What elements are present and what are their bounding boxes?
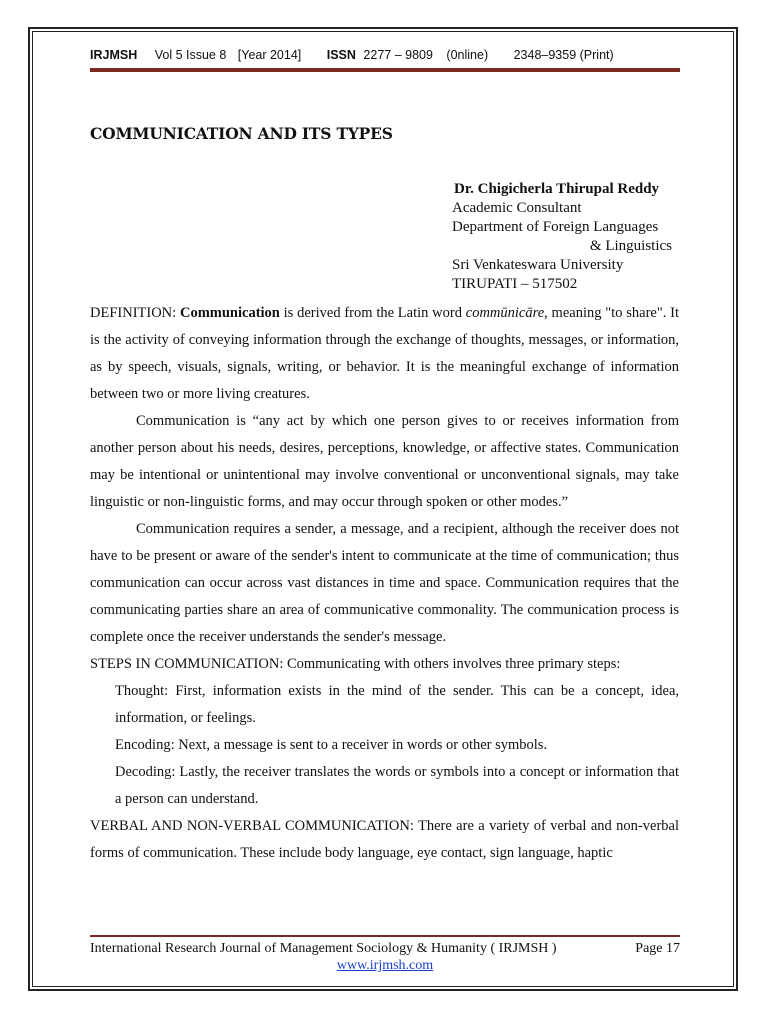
online-label: (0nline) (446, 48, 489, 62)
footer-journal: International Research Journal of Management Sociology & Humanity ( IRJMSH ) (90, 941, 557, 956)
article-title: COMMUNICATION AND ITS TYPES (90, 124, 393, 143)
issn-print: 2348–9359 (Print) (513, 48, 614, 62)
author-city: TIRUPATI – 517502 (452, 276, 578, 292)
article-body (90, 300, 679, 867)
journal-abbrev: IRJMSH (90, 48, 138, 62)
author-role: Academic Consultant (452, 200, 582, 216)
step-encoding: Encoding: Next, a message is sent to a receiver in words or other symbols. (115, 737, 548, 753)
definition-text-b: , meaning "to share". It is the activity of conveying information through the exchange of thoughts, messages, or information, as by speech, visuals, signals, writing, or behavior. It is the meaningful exchange of information between two or more living creatures. (90, 305, 680, 402)
paragraph-2: Communication is “any act by which one person gives to or receives information from another person about his needs, desires, perceptions, knowledge, or affective states. Communication may be intentional or unintentional may involve conventional or unconventional signals, may take linguistic or non-linguistic forms, and may occur through spoken or other modes.” (90, 413, 679, 510)
running-header (90, 48, 680, 62)
volume-issue: Vol 5 Issue 8 (154, 48, 227, 62)
definition-term: Communication (179, 305, 280, 321)
issn-label: ISSN (326, 48, 356, 62)
steps-heading: STEPS IN COMMUNICATION: Communicating with others involves three primary steps: (90, 656, 621, 672)
paragraph-verbal: VERBAL AND NON-VERBAL COMMUNICATION: There are a variety of verbal and non-verbal forms of communication. These include body language, eye contact, sign language, haptic (90, 818, 679, 861)
journal-website-link[interactable]: www.irjmsh.com (336, 958, 434, 973)
footer-rule (90, 935, 680, 937)
paragraph-3: Communication requires a sender, a message, and a recipient, although the receiver does not have to be present or aware of the sender's intent to communicate at the time of communication; thus communication can occur across vast distances in time and space. Communication requires that the communicating parties share an area of communicative commonality. The communication process is complete once the receiver understands the sender's message. (90, 521, 679, 645)
author-block (452, 180, 682, 294)
author-dept: Department of Foreign Languages (452, 219, 659, 235)
author-dept-cont: & Linguistics (589, 238, 672, 254)
latin-word: commūnicāre (465, 305, 545, 321)
step-decoding: Decoding: Lastly, the receiver translates the words or symbols into a concept or information that a person can understand. (115, 764, 679, 807)
issn-online: 2277 – 9809 (363, 48, 433, 62)
step-thought: Thought: First, information exists in the mind of the sender. This can be a concept, idea, information, or feelings. (115, 683, 679, 726)
author-university: Sri Venkateswara University (452, 257, 624, 273)
definition-paragraph (90, 300, 679, 408)
page-number: Page 17 (635, 941, 680, 956)
running-footer (90, 941, 680, 974)
year: [Year 2014] (237, 48, 302, 62)
definition-lead: DEFINITION: (90, 305, 180, 321)
author-name: Dr. Chigicherla Thirupal Reddy (454, 181, 660, 197)
header-rule (90, 68, 680, 72)
definition-text-a: is derived from the Latin word (279, 305, 466, 321)
